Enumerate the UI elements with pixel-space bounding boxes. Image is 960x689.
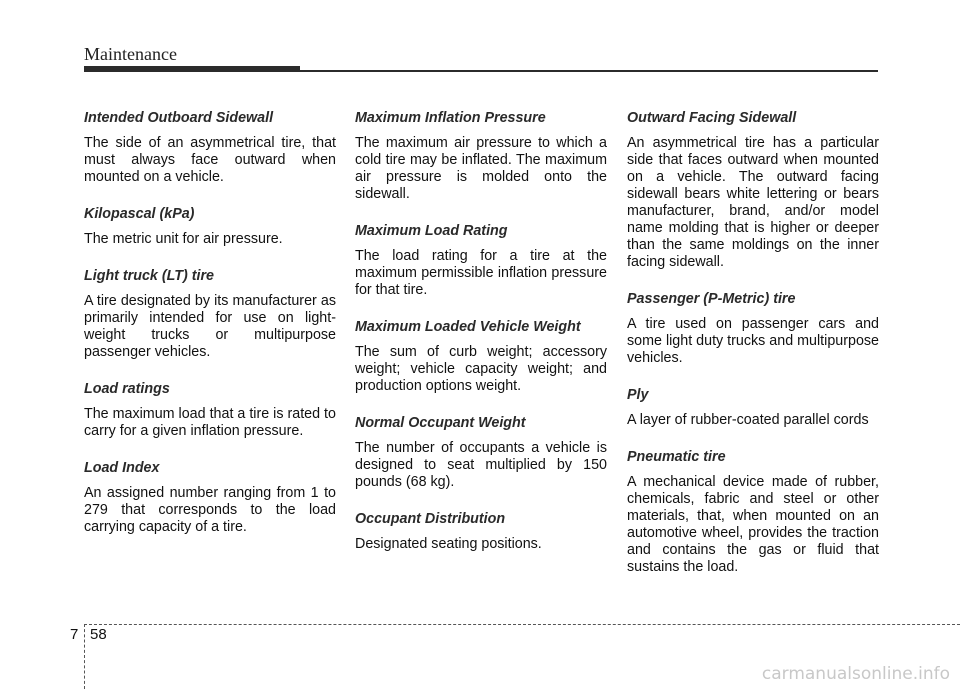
term-title: Pneumatic tire [627, 449, 726, 465]
term-definition: A tire used on passenger cars and some light duty trucks and multipurpose vehicles. [627, 316, 879, 366]
term-normal-occupant-weight [355, 415, 607, 491]
header-rule-thick [84, 66, 300, 72]
term-title: Ply [627, 387, 649, 403]
term-definition: The metric unit for air pressure. [84, 231, 283, 247]
term-definition: A layer of rubber-coated parallel cords [627, 412, 869, 428]
term-definition: An asymmetrical tire has a particular side that faces outward when mounted on a vehicle. The outward facing sidewall bears white lettering or bears manufacturer, brand, and/or model name molding that is higher or deeper than the same moldings on the inner facing sidewall. [627, 135, 879, 270]
term-title: Maximum Load Rating [355, 223, 508, 239]
term-occupant-distribution [355, 511, 607, 553]
term-pneumatic-tire [627, 449, 879, 576]
term-definition: A mechanical device made of rubber, chemicals, fabric and steel or other materials, that, when mounted on an automotive wheel, provides the traction and contains the gas or fluid that sustains the load. [627, 474, 879, 575]
term-title: Outward Facing Sidewall [627, 110, 797, 126]
page-number: 58 [90, 626, 107, 643]
term-title: Load ratings [84, 381, 170, 397]
term-load-index [84, 460, 336, 536]
chapter-number: 7 [70, 626, 79, 643]
term-definition: The number of occupants a vehicle is designed to seat multiplied by 150 pounds (68 kg). [355, 440, 607, 490]
term-load-ratings [84, 381, 336, 440]
term-title: Occupant Distribution [355, 511, 506, 527]
header-rule-thin [300, 70, 878, 72]
term-definition: The sum of curb weight; accessory weight; vehicle capacity weight; and production options weight. [355, 344, 607, 394]
column-2 [355, 110, 607, 553]
term-title: Normal Occupant Weight [355, 415, 526, 431]
term-title: Intended Outboard Sidewall [84, 110, 274, 126]
term-title: Maximum Inflation Pressure [355, 110, 546, 126]
term-definition: Designated seating positions. [355, 536, 542, 552]
term-title: Maximum Loaded Vehicle Weight [355, 319, 581, 335]
term-title: Light truck (LT) tire [84, 268, 214, 284]
term-outward-facing-sidewall [627, 110, 879, 271]
term-definition: The side of an asymmetrical tire, that must always face outward when mounted on a vehicle. [84, 135, 336, 185]
term-title: Load Index [84, 460, 160, 476]
watermark-text: carmanualsonline.info [761, 664, 950, 684]
term-definition: The load rating for a tire at the maximum permissible inflation pressure for that tire. [355, 248, 607, 298]
term-intended-outboard-sidewall [84, 110, 336, 186]
term-maximum-load-rating [355, 223, 607, 299]
term-passenger-tire [627, 291, 879, 367]
term-kilopascal [84, 206, 336, 248]
term-ply [627, 387, 879, 429]
term-definition: An assigned number ranging from 1 to 279 that corresponds to the load carrying capacity of a tire. [84, 485, 336, 535]
term-maximum-loaded-vehicle-weight [355, 319, 607, 395]
column-1 [84, 110, 336, 536]
footer-divider [84, 624, 85, 689]
term-definition: A tire designated by its manufacturer as primarily intended for use on light-weight trucks or multipurpose passenger vehicles. [84, 293, 336, 360]
term-light-truck-tire [84, 268, 336, 361]
column-3 [627, 110, 879, 576]
section-title: Maintenance [84, 44, 177, 64]
term-title: Kilopascal (kPa) [84, 206, 195, 222]
term-definition: The maximum load that a tire is rated to carry for a given inflation pressure. [84, 406, 336, 439]
footer-rule [84, 624, 960, 625]
term-definition: The maximum air pressure to which a cold tire may be inflated. The maximum air pressure is molded onto the sidewall. [355, 135, 607, 202]
term-title: Passenger (P-Metric) tire [627, 291, 796, 307]
term-maximum-inflation-pressure [355, 110, 607, 203]
